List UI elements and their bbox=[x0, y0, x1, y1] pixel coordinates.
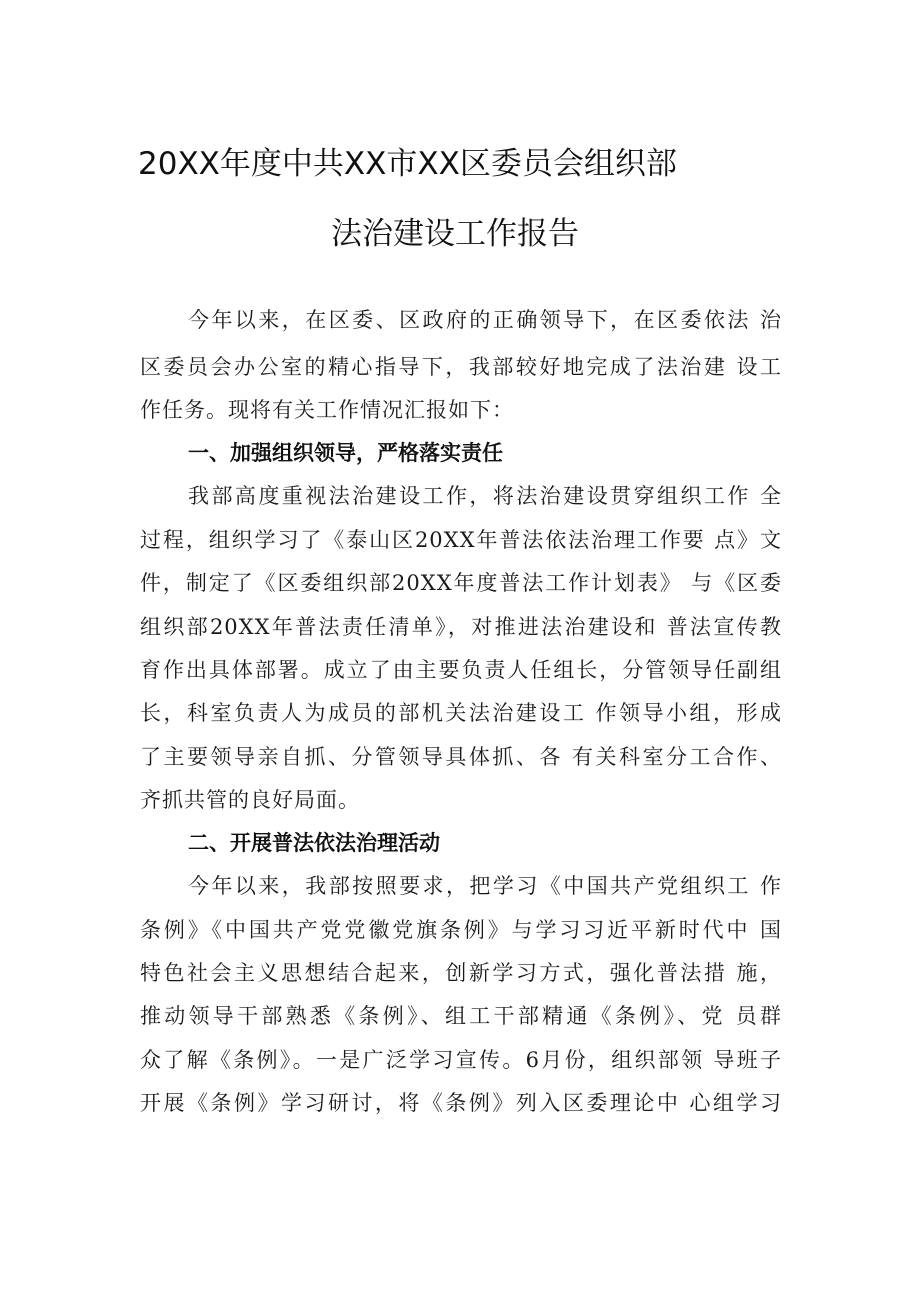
section-2-line: 开展《条例》学习研讨，将《条例》列入区委理论中 心组学习 bbox=[140, 1091, 782, 1115]
intro-line: 区委员会办公室的精心指导下，我部较好地完成了法治建 设工 bbox=[140, 355, 782, 379]
section-2-line: 特色社会主义思想结合起来，创新学习方式，强化普法措 施， bbox=[140, 961, 782, 985]
section-1-line: 齐抓共管的良好局面。 bbox=[140, 788, 360, 812]
intro-line: 今年以来，在区委、区政府的正确领导下，在区委依法 治 bbox=[188, 308, 782, 332]
document-title-line-1: 20XX年度中共XX市XX区委员会组织部 bbox=[138, 146, 677, 182]
section-2-line: 条例》《中国共产党党徽党旗条例》与学习习近平新时代中 国 bbox=[140, 918, 782, 942]
section-1-line: 育作出具体部署。成立了由主要负责人任组长，分管领导任副组 bbox=[140, 658, 782, 682]
section-1-line: 过程，组织学习了《泰山区20XX年普法依法治理工作要 点》文 bbox=[140, 528, 782, 552]
section-2-line: 推动领导干部熟悉《条例》、组工干部精通《条例》、党 员群 bbox=[140, 1004, 782, 1028]
section-1-line: 我部高度重视法治建设工作，将法治建设贯穿组织工作 全 bbox=[188, 484, 782, 508]
section-2-line: 今年以来，我部按照要求，把学习《中国共产党组织工 作 bbox=[188, 874, 782, 898]
section-1-line: 了主要领导亲自抓、分管领导具体抓、各 有关科室分工合作、 bbox=[140, 745, 782, 769]
section-1-line: 件，制定了《区委组织部20XX年度普法工作计划表》 与《区委 bbox=[140, 571, 782, 595]
intro-line: 作任务。现将有关工作情况汇报如下： bbox=[140, 398, 514, 422]
section-1-line: 组织部20XX年普法责任清单》，对推进法治建设和 普法宣传教 bbox=[140, 615, 782, 639]
section-2-line: 众了解《条例》。一是广泛学习宣传。6月份，组织部领 导班子 bbox=[140, 1048, 782, 1072]
section-1-heading: 一、加强组织领导，严格落实责任 bbox=[188, 441, 503, 465]
section-2-heading: 二、开展普法依法治理活动 bbox=[188, 831, 440, 855]
document-title-line-2: 法治建设工作报告 bbox=[331, 216, 579, 252]
section-1-line: 长，科室负责人为成员的部机关法治建设工 作领导小组，形成 bbox=[140, 701, 782, 725]
